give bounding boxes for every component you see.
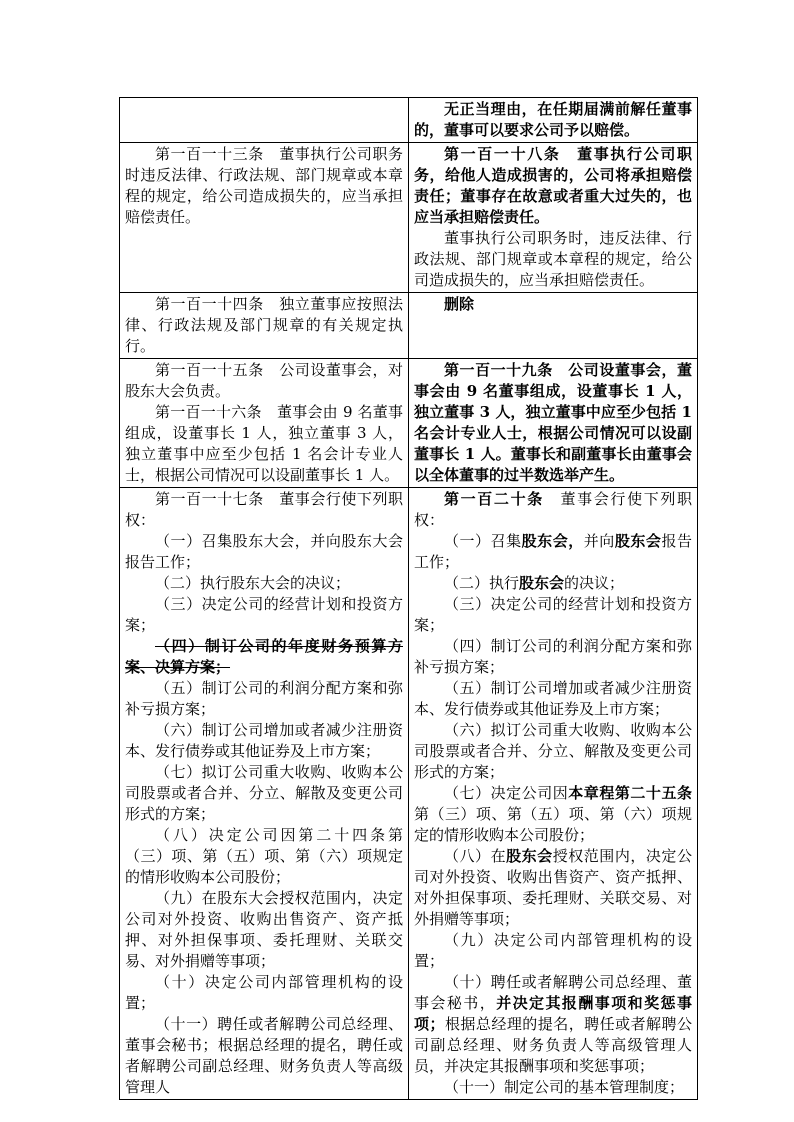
text-run: （四）制订公司的年度财务预算方案、决算方案；	[125, 637, 403, 676]
paragraph	[125, 531, 403, 573]
text-run: 并向	[583, 532, 615, 550]
text-run: （五）制订公司增加或者减少注册资本、发行债券或其他证券及上市方案；	[414, 679, 692, 718]
text-run: 第（三）项、第（五）项、第（六）项规定的情形收购本公司股份；	[414, 805, 692, 844]
paragraph	[125, 144, 403, 228]
paragraph	[125, 294, 403, 357]
text-run: （十）决定公司内部管理机构的设置；	[125, 973, 403, 1012]
text-run: 董事执行公司职务时，违反法律、行政法规、部门规章或本章程的规定，给公司造成损失的，应当承担赔偿责任。	[414, 229, 692, 289]
text-run: （九）决定公司内部管理机构的设置；	[414, 931, 692, 970]
text-run: （四）制订公司的利润分配方案和弥补亏损方案；	[414, 637, 692, 676]
paragraph	[414, 678, 692, 720]
text-run: （八）决定公司因第二十四条第 （三）项、第（五）项、第（六）项规定的情形收购本公司股份；	[125, 826, 403, 886]
text-run: （七）拟订公司重大收购、收购本公司股票或者合并、分立、解散及变更公司形式的方案；	[125, 763, 403, 823]
original-clause-cell	[120, 143, 409, 293]
paragraph	[125, 825, 403, 888]
text-run: 股东会	[614, 532, 662, 550]
text-run: （一）召集	[444, 532, 522, 550]
text-run: （十）聘任或者解聘公司总经理、董事会秘书，	[414, 973, 692, 1012]
paragraph	[125, 360, 403, 402]
text-run: 报告工作；	[414, 532, 692, 571]
paragraph	[414, 1077, 692, 1098]
text-run: 第一百一十八条 董事执行公司职务，给他人造成损害的，公司将承担赔偿责任；董事存在故意或者重大过失的，也应当承担赔偿责任。	[414, 145, 692, 226]
paragraph	[414, 972, 692, 1077]
text-run: （三）决定公司的经营计划和投资方案；	[414, 595, 692, 634]
text-run: 第一百一十三条 董事执行公司职务时违反法律、行政法规、部门规章或本章程的规定，给公司造成损失的，应当承担赔偿责任。	[125, 145, 403, 226]
paragraph	[414, 360, 692, 486]
text-run: （六）制订公司增加或者减少注册资本、发行债券或其他证券及上市方案；	[125, 721, 403, 760]
paragraph	[414, 636, 692, 678]
text-run: （二）执行	[444, 574, 520, 592]
text-run: （二）执行股东大会的决议；	[155, 574, 351, 592]
paragraph	[414, 846, 692, 930]
text-run: （七）决定公司因	[444, 784, 569, 802]
paragraph	[125, 489, 403, 531]
text-run: 股东会，	[521, 532, 584, 550]
text-run: （八）在	[444, 847, 507, 865]
paragraph	[414, 144, 692, 228]
clause-comparison-table	[119, 97, 698, 1100]
text-run: （十一）聘任或者解聘公司总经理、董事会秘书；根据总经理的提名，聘任或者解聘公司副总经理、财务负责人等高级管理人	[125, 1015, 403, 1096]
paragraph	[125, 720, 403, 762]
text-run: 删除	[444, 295, 475, 313]
text-run: 授权范围内，决定公司对外投资、收购出售资产、资产抵押、对外担保事项、委托理财、关联交易、对外捐赠等事项；	[414, 847, 692, 928]
paragraph	[414, 294, 692, 315]
comparison-table-body	[120, 98, 698, 1100]
amended-clause-cell	[409, 488, 698, 1100]
text-run: 无正当理由，在任期届满前解任董事的，董事可以要求公司予以赔偿。	[414, 100, 692, 139]
text-run: 第一百一十四条 独立董事应按照法律、行政法规及部门规章的有关规定执行。	[125, 295, 403, 355]
paragraph	[125, 636, 403, 678]
text-run: 第一百二十条	[444, 490, 544, 508]
text-run: 第一百一十九条 公司设董事会，董事会由 9 名董事组成，设董事长 1 人，独立董事 3 人，独立董事中应至少包括 1 名会计专业人士，根据公司情况可以设副董事长 1 人。董事长和副董事长由董事会以全体董事的过半数选举产生。	[414, 361, 692, 484]
text-run: 的决议；	[564, 574, 625, 592]
text-run: （五）制订公司的利润分配方案和弥补亏损方案；	[125, 679, 403, 718]
text-run: 根据总经理的提名，聘任或者解聘公司副总经理、财务负责人等高级管理人员，并决定其报酬事项和奖惩事项；	[414, 1015, 692, 1075]
amended-clause-cell	[409, 359, 698, 488]
text-run: 董事会行使下列职权：	[414, 490, 692, 529]
text-run: （九）在股东大会授权范围内，决定公司对外投资、收购出售资产、资产抵押、对外担保事项、委托理财、关联交易、对外捐赠等事项；	[125, 889, 403, 970]
paragraph	[125, 573, 403, 594]
amended-clause-cell	[409, 98, 698, 143]
amended-clause-cell	[409, 293, 698, 359]
paragraph	[125, 972, 403, 1014]
paragraph	[125, 1014, 403, 1098]
amended-clause-cell	[409, 143, 698, 293]
text-run: （三）决定公司的经营计划和投资方案；	[125, 595, 403, 634]
table-row	[120, 293, 698, 359]
original-clause-cell	[120, 488, 409, 1100]
paragraph	[414, 594, 692, 636]
table-row	[120, 359, 698, 488]
original-clause-cell	[120, 98, 409, 143]
text-run: （六）拟订公司重大收购、收购本公司股票或者合并、分立、解散及变更公司形式的方案；	[414, 721, 692, 781]
paragraph	[125, 678, 403, 720]
text-run: 股东会	[506, 847, 553, 865]
paragraph	[125, 888, 403, 972]
text-run: 本章程第二十五条	[568, 784, 692, 802]
text-run: 第一百一十五条 公司设董事会，对股东大会负责。	[125, 361, 403, 400]
paragraph	[414, 930, 692, 972]
paragraph	[414, 783, 692, 846]
text-run: 并决定其报酬事项和奖惩事项；	[414, 994, 692, 1033]
text-run: 第一百一十七条 董事会行使下列职权：	[125, 490, 403, 529]
paragraph	[414, 720, 692, 783]
paragraph	[125, 402, 403, 486]
text-run: （一）召集股东大会，并向股东大会报告工作；	[125, 532, 403, 571]
text-run: 股东会	[519, 574, 565, 592]
paragraph	[414, 531, 692, 573]
paragraph	[414, 99, 692, 141]
table-row	[120, 143, 698, 293]
original-clause-cell	[120, 293, 409, 359]
table-row	[120, 98, 698, 143]
paragraph	[414, 573, 692, 594]
paragraph	[414, 228, 692, 291]
paragraph	[125, 762, 403, 825]
text-run: 第一百一十六条 董事会由 9 名董事组成，设董事长 1 人，独立董事 3 人，独立董事中应至少包括 1 名会计专业人士，根据公司情况可以设副董事长 1 人。	[125, 403, 403, 484]
paragraph	[125, 594, 403, 636]
paragraph	[414, 489, 692, 531]
table-row	[120, 488, 698, 1100]
text-run: （十一）制定公司的基本管理制度；	[444, 1078, 685, 1096]
original-clause-cell	[120, 359, 409, 488]
